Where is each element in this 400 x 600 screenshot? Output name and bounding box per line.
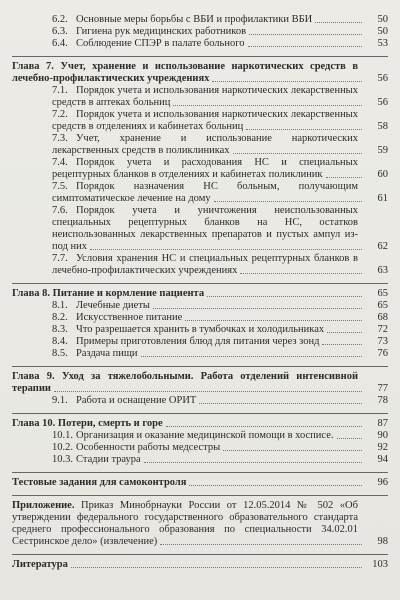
- section-title: Основные меры борьбы с ВБИ и профилактики ВБИ: [76, 14, 313, 25]
- section-number: 7.2.: [52, 109, 68, 120]
- dot-leader: [166, 426, 362, 427]
- section-divider: [12, 283, 388, 284]
- entry-title: [52, 324, 388, 336]
- entry-title: Глава 8. Питание и кормление пациента: [12, 288, 205, 299]
- page-number: 65: [377, 288, 388, 299]
- dot-leader: [54, 391, 362, 392]
- page-number: 60: [377, 169, 388, 180]
- toc-section-entry: [52, 157, 388, 181]
- dot-leader: [71, 567, 362, 568]
- entry-title: Литература: [12, 559, 68, 570]
- dot-leader: [223, 450, 362, 451]
- section-number: 7.1.: [52, 85, 68, 96]
- toc-section-entry: [52, 430, 388, 442]
- dot-leader: [189, 485, 362, 486]
- dot-leader: [173, 105, 362, 106]
- section-title: Порядок назначения НС больным, получающим симптоматическое лечение на дому: [52, 181, 358, 204]
- page-number: 56: [377, 73, 388, 84]
- toc-section-entry: [52, 133, 388, 157]
- dot-leader: [144, 462, 362, 463]
- page-number: 59: [377, 145, 388, 156]
- entry-title: [52, 38, 388, 50]
- dot-leader: [326, 177, 362, 178]
- section-title: Условия хранения НС и специальных рецептурных бланков в лечебно-профилактических учреждениях: [52, 253, 358, 276]
- toc-appendix-entry: [12, 500, 388, 548]
- section-title: Соблюдение СПЭР в палате больного: [76, 38, 245, 49]
- section-number: 8.2.: [52, 312, 68, 323]
- section-title: Что разрешается хранить в тумбочках и холодильниках: [76, 324, 325, 335]
- toc-section-entry: [52, 181, 388, 205]
- entry-title: [52, 395, 388, 407]
- page-number: 65: [377, 300, 388, 311]
- section-number: 10.2.: [52, 442, 73, 453]
- section-title: Примеры приготовления блюд для питания через зонд: [76, 336, 320, 347]
- dot-leader: [90, 249, 362, 250]
- section-title: Искусственное питание: [76, 312, 183, 323]
- toc-section-entry: [52, 109, 388, 133]
- section-divider: [12, 495, 388, 496]
- dot-leader: [199, 403, 362, 404]
- entry-title: [52, 454, 388, 466]
- entry-title: [52, 14, 388, 26]
- section-title: Порядок учета и уничтожения неиспользованных специальных рецептурных бланков на НС, остатков неиспользованных лекарственных препаратов и пустых ампул из-под них: [52, 205, 358, 252]
- dot-leader: [322, 344, 362, 345]
- page-number: 63: [377, 265, 388, 276]
- section-divider: [12, 413, 388, 414]
- appendix-title: Приказ Минобрнауки России от 12.05.2014 № 502 «Об утверждении федерального государственного образовательного стандарта среднего профессионального образования по специальности 34.02.01 Сестринское дело» (извлечение): [12, 500, 358, 547]
- section-divider: [12, 472, 388, 473]
- section-title: Порядок учета и использования наркотических лекарственных средств в аптеках больниц: [52, 85, 358, 108]
- section-title: Порядок учета и использования наркотических лекарственных средств в отделениях и кабинетах больниц: [52, 109, 358, 132]
- toc-section-entry: [52, 324, 388, 336]
- page-number: 87: [377, 418, 388, 429]
- appendix-heading: Приложение.: [12, 500, 75, 511]
- section-number: 7.7.: [52, 253, 68, 264]
- section-title: Работа и оснащение ОРИТ: [76, 395, 197, 406]
- toc-section-entry: [52, 205, 388, 253]
- toc-chapter-entry: [12, 371, 388, 395]
- section-number: 8.5.: [52, 348, 68, 359]
- dot-leader: [212, 81, 362, 82]
- section-number: 10.3.: [52, 454, 73, 465]
- section-title: Гигиена рук медицинских работников: [76, 26, 247, 37]
- section-number: 7.3.: [52, 133, 68, 144]
- dot-leader: [214, 201, 362, 202]
- entry-title: [52, 26, 388, 38]
- toc-chapter-entry: [12, 418, 388, 430]
- dot-leader: [207, 296, 362, 297]
- entry-title: Глава 9. Уход за тяжелобольными. Работа отделений интенсивной терапии: [12, 371, 358, 394]
- entry-title: [52, 336, 388, 348]
- page-number: 94: [377, 454, 388, 465]
- section-divider: [12, 56, 388, 57]
- toc-section-entry: [52, 442, 388, 454]
- section-number: 8.1.: [52, 300, 68, 311]
- dot-leader: [233, 153, 362, 154]
- entry-title: [52, 312, 388, 324]
- toc-section-entry: [52, 336, 388, 348]
- dot-leader: [248, 46, 363, 47]
- page-number: 56: [377, 97, 388, 108]
- page-number: 77: [377, 383, 388, 394]
- entry-title: [12, 500, 388, 548]
- entry-title: [52, 442, 388, 454]
- toc-section-entry: [52, 300, 388, 312]
- entry-title: [52, 430, 388, 442]
- toc-chapter-entry: [12, 288, 388, 300]
- page-number: 92: [377, 442, 388, 453]
- page-number: 50: [377, 14, 388, 25]
- page-number: 68: [377, 312, 388, 323]
- toc-section-entry: [52, 85, 388, 109]
- section-number: 6.3.: [52, 26, 68, 37]
- dot-leader: [240, 273, 362, 274]
- page-number: 61: [377, 193, 388, 204]
- entry-title: [52, 205, 388, 253]
- section-number: 8.4.: [52, 336, 68, 347]
- section-number: 6.2.: [52, 14, 68, 25]
- section-number: 7.5.: [52, 181, 68, 192]
- page-number: 73: [377, 336, 388, 347]
- entry-title: [52, 300, 388, 312]
- toc-section-entry: [52, 26, 388, 38]
- dot-leader: [315, 22, 362, 23]
- page-number: 50: [377, 26, 388, 37]
- entry-title: Глава 7. Учет, хранение и использование наркотических средств в лечебно-профилактических учреждениях: [12, 61, 358, 84]
- section-title: Раздача пищи: [76, 348, 138, 359]
- dot-leader: [337, 438, 363, 439]
- page-number: 62: [377, 241, 388, 252]
- entry-title: Тестовые задания для самоконтроля: [12, 477, 187, 488]
- page-number: 53: [377, 38, 388, 49]
- dot-leader: [327, 332, 362, 333]
- section-number: 10.1.: [52, 430, 73, 441]
- section-title: Порядок учета и расходования НС и специальных рецептурных бланков в отделениях и кабинетах поликлиник: [52, 157, 358, 180]
- section-title: Организация и оказание медицинской помощи в хосписе.: [76, 430, 334, 441]
- toc-section-entry: [52, 348, 388, 360]
- section-divider: [12, 366, 388, 367]
- table-of-contents: [12, 14, 388, 571]
- page-number: 103: [372, 559, 388, 570]
- section-number: 9.1.: [52, 395, 68, 406]
- section-divider: [12, 554, 388, 555]
- section-number: 7.4.: [52, 157, 68, 168]
- dot-leader: [249, 34, 362, 35]
- dot-leader: [160, 544, 362, 545]
- page-number: 98: [377, 536, 388, 547]
- section-title: Стадии траура: [76, 454, 141, 465]
- toc-section-entry: [52, 38, 388, 50]
- entry-title: [52, 348, 388, 360]
- page-number: 96: [377, 477, 388, 488]
- toc-chapter-entry: [12, 559, 388, 571]
- toc-section-entry: [52, 14, 388, 26]
- toc-chapter-entry: [12, 477, 388, 489]
- toc-section-entry: [52, 395, 388, 407]
- section-title: Учет, хранение и использование наркотических лекарственных средств в поликлиниках: [52, 133, 358, 156]
- section-title: Лечебные диеты: [76, 300, 150, 311]
- toc-section-entry: [52, 253, 388, 277]
- dot-leader: [153, 308, 362, 309]
- page-number: 78: [377, 395, 388, 406]
- toc-section-entry: [52, 454, 388, 466]
- section-number: 8.3.: [52, 324, 68, 335]
- toc-chapter-entry: [12, 61, 388, 85]
- page-number: 76: [377, 348, 388, 359]
- dot-leader: [141, 356, 362, 357]
- page-number: 90: [377, 430, 388, 441]
- toc-section-entry: [52, 312, 388, 324]
- section-title: Особенности работы медсестры: [76, 442, 221, 453]
- page-number: 72: [377, 324, 388, 335]
- section-number: 7.6.: [52, 205, 68, 216]
- section-number: 6.4.: [52, 38, 68, 49]
- entry-title: Глава 10. Потери, смерть и горе: [12, 418, 163, 429]
- dot-leader: [185, 320, 362, 321]
- dot-leader: [246, 129, 362, 130]
- page-number: 58: [377, 121, 388, 132]
